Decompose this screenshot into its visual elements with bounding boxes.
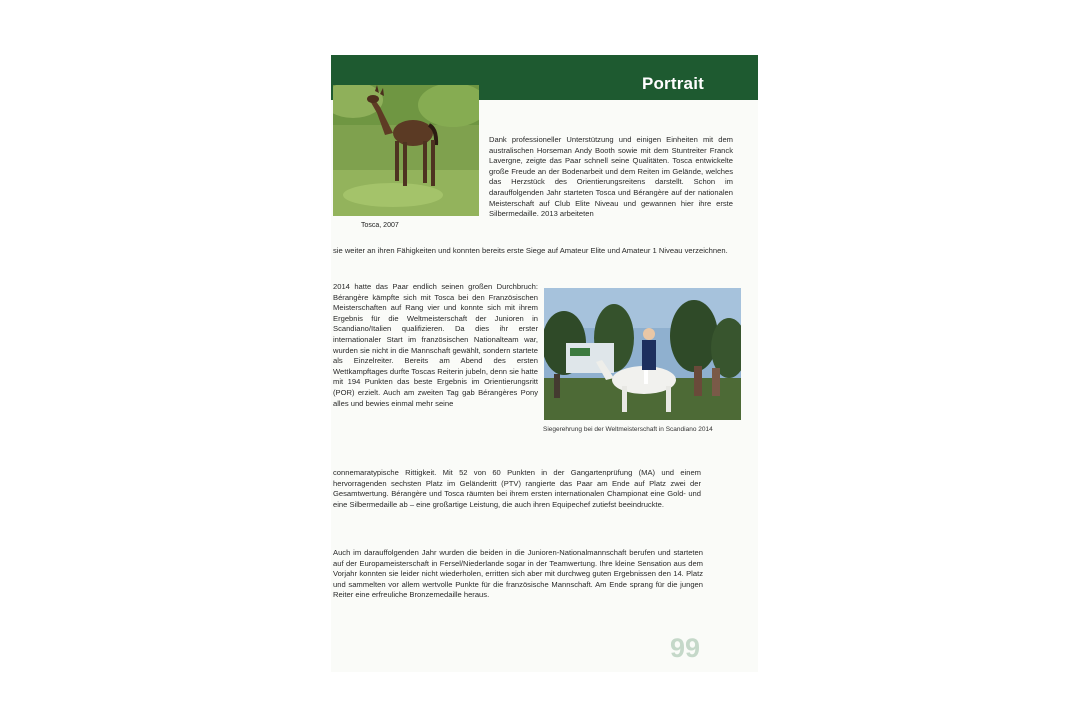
paragraph-3: 2014 hatte das Paar endlich seinen großen Durchbruch: Bérangère kämpfte sich mit Tosca bei den Französischen Meisterschaften auf Rang vier und konnte sich mit ihrem Ergebnis für die Weltmeisterschaft der Junioren in Scandiano/Italien qualifizieren. Da dies ihr erster internationaler Start im französischen Nationalteam war, wurden sie nicht in die Mannschaft gewählt, sondern startete als Einzelreiter. Bereits am Abend des ersten Wettkampftages durfte Toscas Reiterin jubeln, denn sie hatte mit 194 Punkten das beste Ergebnis im Orientierungsritt (POR) erzielt. Auch am zweiten Tag gab Bérangères Pony alles und bewies einmal mehr seine (333, 282, 538, 408)
magazine-page (331, 55, 758, 672)
award-ceremony-caption: Siegerehrung bei der Weltmeisterschaft in Scandiano 2014 (543, 426, 713, 433)
paragraph-2: sie weiter an ihren Fähigkeiten und konnten bereits erste Siege auf Amateur Elite und Amateur 1 Niveau verzeichnen. (333, 246, 728, 255)
paragraph-5: Auch im darauffolgenden Jahr wurden die beiden in die Junioren-Nationalmannschaft berufen und starteten auf der Europameisterschaft in Fersel/Niederlande sogar in der Teamwertung. Ihre kleine Sensation aus dem Vorjahr konnten sie leider nicht wiederholen, erritten sich aber mit durchweg guten Ergebnissen den 14. Platz und sammelten vor allem wertvolle Punkte für die französische Mannschaft. Am Ende sprang für die jungen Reiter eine erfreuliche Bronzemedaille heraus. (333, 548, 703, 600)
section-title: Portrait (641, 74, 704, 93)
page-number: 99 (670, 633, 701, 663)
foal-photo-caption: Tosca, 2007 (361, 222, 399, 229)
paragraph-4: connemaratypische Rittigkeit. Mit 52 von 60 Punkten in der Gangartenprüfung (MA) und einem hervorragenden sechsten Platz im Geländeritt (PTV) rangierte das Paar am Ende auf Platz zwei der Gesamtwertung. Bérangère und Tosca räumten bei ihrem ersten internationalen Championat eine Gold- und eine Silbermedaille ab – eine großartige Leistung, die auch ihren Equipechef zutiefst beeindruckte. (333, 468, 701, 509)
award-ceremony-photo (544, 288, 741, 420)
foal-photo (333, 85, 479, 216)
paragraph-1: Dank professioneller Unterstützung und einigen Einheiten mit dem australischen Horseman Andy Booth sowie mit dem Stuntreiter Franck Lavergne, zeigte das Paar schnell seine Qualitäten. Tosca entwickelte große Freude an der Bodenarbeit und dem Reiten im Gelände, welches das Herzstück des Orientierungsreitens darstellt. Schon im darauffolgenden Jahr starteten Tosca und Bérangère auf der nationalen Meisterschaft auf Club Elite Niveau und gewannen hier ihre erste Silbermedaille. 2013 arbeiteten (489, 135, 733, 219)
